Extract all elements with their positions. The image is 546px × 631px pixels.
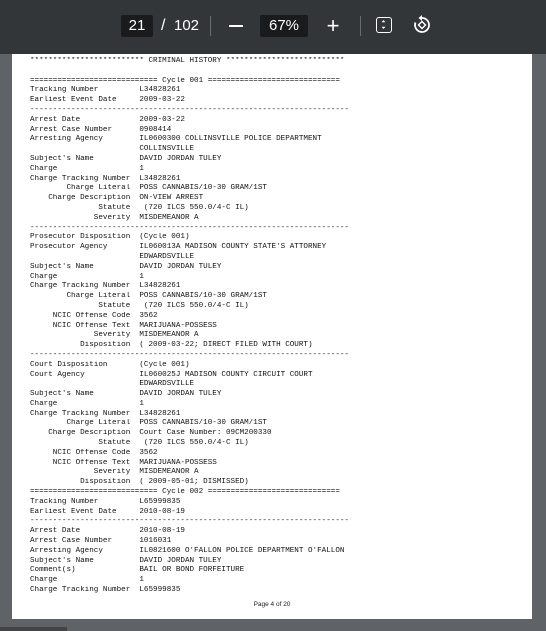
document-line: Arrest Case Number 1016031 (30, 537, 172, 546)
document-line: Earliest Event Date 2010-08-19 (30, 507, 185, 516)
document-line: Statute (720 ILCS 550.0/4-C IL) (30, 203, 249, 212)
document-line: NCIC Offense Text MARIJUANA-POSSESS (30, 321, 217, 330)
document-line: Court Agency IL060025J MADISON COUNTY CIRCUIT COURT (30, 370, 313, 379)
toolbar-divider (210, 16, 211, 36)
document-line: Charge Literal POSS CANNABIS/10-30 GRAM/1ST (30, 419, 267, 428)
document-line: Prosecutor Agency IL060013A MADISON COUNTY STATE'S ATTORNEY (30, 243, 327, 252)
document-line: Earliest Event Date 2009-03-22 (30, 96, 185, 105)
document-line: Statute (720 ILCS 550.0/4-C IL) (30, 301, 249, 310)
document-line: Charge Literal POSS CANNABIS/10-30 GRAM/1ST (30, 292, 267, 301)
document-line: Subject's Name DAVID JORDAN TULEY (30, 556, 222, 565)
page-footer: Page 4 of 20 (253, 601, 291, 608)
document-line: ************************* CRIMINAL HISTORY ************************** (30, 57, 345, 65)
document-line: Disposition ( 2009-05-01; DISMISSED) (30, 478, 249, 487)
document-line: ---------------------------------------------------------------------- (30, 223, 349, 232)
document-line: NCIC Offense Text MARIJUANA-POSSESS (30, 458, 217, 467)
document-line (30, 67, 396, 77)
document-line: Statute (720 ILCS 550.0/4-C IL) (30, 439, 249, 448)
document-line: EDWARDSVILLE (30, 252, 195, 261)
document-line: Charge 1 (30, 272, 144, 281)
document-line: Charge 1 (30, 164, 144, 173)
pdf-toolbar (0, 0, 546, 54)
document-line: Charge Tracking Number L34828261 (30, 174, 181, 183)
total-pages: 102 (174, 17, 200, 34)
document-line: Arrest Date 2009-03-22 (30, 115, 185, 124)
document-line: Charge Description ON-VIEW ARREST (30, 194, 204, 203)
document-line: Disposition ( 2009-03-22; DIRECT FILED WITH COURT) (30, 341, 313, 350)
document-line: ============================ Cycle 001 ============================= (30, 76, 340, 85)
document-line: NCIC Offense Code 3562 (30, 448, 158, 457)
document-line: Charge Tracking Number L65999835 (30, 586, 181, 595)
document-line: Arrest Case Number 0908414 (30, 125, 172, 134)
document-line: ---------------------------------------------------------------------- (30, 350, 349, 359)
zoom-in-button[interactable]: + (326, 13, 340, 38)
fit-to-page-icon[interactable] (376, 17, 392, 33)
document-line: Charge 1 (30, 576, 144, 585)
document-line: Charge 1 (30, 399, 144, 408)
document-line: Charge Tracking Number L34828261 (30, 409, 181, 418)
document-line: Charge Literal POSS CANNABIS/10-30 GRAM/1ST (30, 184, 267, 193)
document-line: Subject's Name DAVID JORDAN TULEY (30, 154, 222, 163)
toolbar-divider (360, 16, 361, 36)
minus-icon[interactable] (229, 25, 243, 27)
document-line: Arresting Agency IL0600300 COLLINSVILLE POLICE DEPARTMENT (30, 135, 322, 144)
document-line: ============================ Cycle 002 ============================= (30, 488, 340, 497)
zoom-level-input[interactable]: 67% (260, 15, 308, 37)
document-line: Severity MISDEMEANOR A (30, 331, 199, 340)
document-line: Prosecutor Disposition (Cycle 001) (30, 233, 190, 242)
rotate-icon[interactable] (411, 14, 433, 36)
document-line: Tracking Number L65999835 (30, 497, 181, 506)
document-line: Charge Tracking Number L34828261 (30, 282, 181, 291)
document-line: NCIC Offense Code 3562 (30, 311, 158, 320)
document-line: Tracking Number L34828261 (30, 86, 181, 95)
document-line: Arrest Date 2010-08-19 (30, 527, 185, 536)
document-line: Subject's Name DAVID JORDAN TULEY (30, 262, 222, 271)
criminal-history-text (30, 57, 396, 596)
document-line: EDWARDSVILLE (30, 380, 195, 389)
page-separator: / (161, 17, 166, 34)
document-line: Court Disposition (Cycle 001) (30, 360, 190, 369)
document-line: ---------------------------------------------------------------------- (30, 105, 349, 114)
document-line: Subject's Name DAVID JORDAN TULEY (30, 390, 222, 399)
page-number-input[interactable]: 21 (121, 15, 153, 37)
document-line: Comment(s) BAIL OR BOND FORFEITURE (30, 566, 245, 575)
document-line: Charge Description Court Case Number: 09CM200330 (30, 429, 272, 438)
document-line: Severity MISDEMEANOR A (30, 468, 199, 477)
document-line: ---------------------------------------------------------------------- (30, 517, 349, 526)
horizontal-scrollbar[interactable] (0, 627, 67, 631)
document-line: Arresting Agency IL0821600 O'FALLON POLICE DEPARTMENT O'FALLON (30, 546, 345, 555)
document-line: Severity MISDEMEANOR A (30, 213, 199, 222)
pdf-page (12, 54, 532, 619)
document-line: COLLINSVILLE (30, 145, 195, 154)
